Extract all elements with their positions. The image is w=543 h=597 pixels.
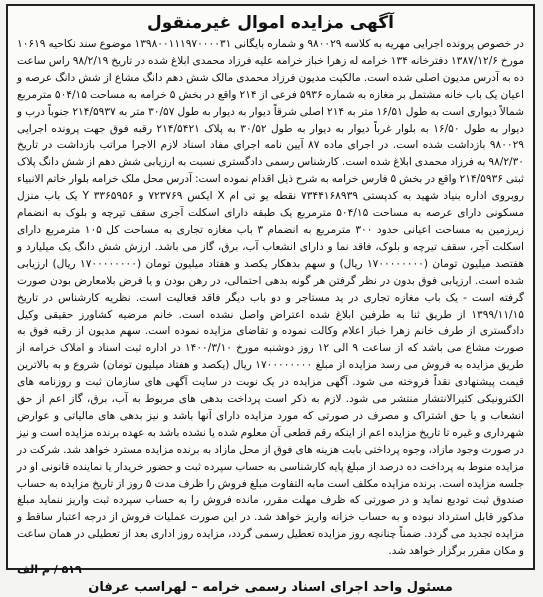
signature-line: مسئول واحد اجرای اسناد رسمی خرامه – لهراسب عرفان xyxy=(88,580,453,596)
notice-body: در خصوص پرونده اجرایی مهریه به کلاسه ۹۸۰۰۲۹ و شماره بایگانی ۱۳۹۸۰۰۱۱۱۹۷۰۰۰۰۳۱ موضوع سند نکاحیه ۱۰۶۱۹ مورخ ۱۳۸۷/۱۲/۶ دفترخانه ۱۳۴ خرامه له زهرا خباز خرامه علیه فرزاد محمدی ابلاغ شده در تاریخ ۹۸/۲/۱۹ راس ساعت ده به آدرس مدیون اصلی شده است. مالکیت مدیون فرزاد محمدی مالک شش دهم دانگ مشاع از شش دانگ عرصه و اعیان یک باب خانه مشتمل بر مغازه به شماره ۵۹۳۶ فرعی از ۲۱۴ واقع در بخش ۵ خرامه به مساحت ۵۰۴/۱۵ مترمربع شمالاً دیواری است به طول ۱۶/۵۱ متر به ۲۱۴ اصلی شرقاً دیوار به دیوار به طول ۳۰/۵۷ متر به ۲۱۴/۵۹۳۷ جنوباً درب و دیوار به طول ۱۶/۵۰ به بلوار غرباً دیوار به دیوار به طول ۳۰/۵۲ به پلاک ۲۱۴/۵۴۲۱ رقبه فوق جهت پرونده اجرایی ۹۸۰۰۲۹ بازداشت شده است. در اجرای ماده ۸۷ آیین نامه اجرای مفاد اسناد لازم الاجرا مراتب بازداشت در تاریخ ۹۸/۲/۳۰ به فرزاد محمدی ابلاغ شده است. کارشناس رسمی دادگستری نسبت به ارزیابی شش دهم از شش دانگ پلاک ثبتی ۲۱۴/۵۹۳۶ واقع در بخش ۵ فارس خرامه به شرح ذیل اقدام نموده است: آدرس محل ملک خرامه بلوار خاتم الانبیاء روبروی اداره بنیاد شهید به کدپستی ۷۳۴۴۱۶۸۹۳۹ نقطه یو تی ام X ایکس ۷۲۳۷۶۹ و Y ۳۳۶۵۹۵۶ یک باب منزل مسکونی دارای عرصه به مساحت ۵۰۴/۱۵ مترمربع یک طبقه دارای اسکلت آجری سقف تیرچه و بلوک به انضمام زیرزمین به مساحت اعیانی حدود ۳۰۰ مترمربع به انضمام ۳ باب مغازه تجاری به مساحت کل ۱۰۵ مترمربع دارای اسکلت آجر، سقف تیرچه و بلوک، فاقد نما و دارای انشعاب آب، برق، گاز می باشد. ارزش شش دانگ یک میلیارد و هفتصد میلیون تومان (۱۷۰۰۰۰۰۰۰۰ ریال) و سهم بدهکار یکصد و هفتاد میلیون تومان (۱۷۰۰۰۰۰۰۰۰ ریال) ارزیابی شده است. ارزیابی فوق بدون در نظر گرفتن هر گونه بدهی احتمالی، در رهن بودن و یا فرض بلامعارض بودن صورت گرفته است - یک باب مغازه تجاری در ید مستاجر و دو باب دیگر فاقد فعالیت است. نظریه کارشناس در تاریخ ۱۳۹۹/۱۱/۱۵ از طریق ثنا به طرفین ابلاغ شده اعتراض واصل نشده است. خانم مرضیه کشاورز حقیقی وکیل دادگستری از طرف خانم زهرا خباز اعلام وکالت نموده و تقاضای مزایده نموده است. سهم مدیون از رقبه فوق به صورت مشاع می باشد که از ساعت ۹ الی ۱۲ روز دوشنبه مورخ ۱۴۰۰/۳/۱۰ در اداره ثبت اسناد و املاک خرامه از طریق مزایده به فروش می رسد مزایده از مبلغ ۱۷۰۰۰۰۰۰۰۰ ریال (یکصد و هفتاد میلیون تومان) شروع و به بالاترین قیمت پیشنهادی نقداً فروخته می شود. آگهی مزایده در یک نوبت در سایت آگهی های سازمان ثبت و روزنامه های الکترونیکی کثیرالانتشار منتشر می شود. لازم به ذکر است پرداخت بدهی های مربوط به آب، برق، گاز اعم از حق انشعاب و یا حق اشتراک و مصرف در صورتی که مورد مزایده دارای آنها باشد و نیز بدهی های مالیاتی و عوارض شهرداری و غیره تا تاریخ مزایده اعم از اینکه رقم قطعی آن معلوم شده یا نشده باشد به عهده برنده مزایده است و نیز در صورت وجود مازاد، وجوه پرداختی بابت هزینه های فوق از محل مازاد به برنده مزایده مسترد خواهد شد. شرکت در مزایده منوط به پرداخت ده درصد از مبلغ پایه کارشناسی به حساب سپرده ثبت و حضور خریدار یا نماینده قانونی او در جلسه مزایده است. برنده مزایده مکلف است مابه التفاوت مبلغ فروش را ظرف مدت ۵ روز از تاریخ مزایده به حساب صندوق ثبت تودیع نماید و در صورتی که ظرف مهلت مقرر، مانده فروش را به حساب سپرده ثبت واریز ننماید مبلغ مذکور قابل استرداد نبوده و به حساب خزانه واریز خواهد شد. در این صورت عملیات فروش از درجه اعتبار ساقط و مزایده تجدید می گردد. ضمناً چنانچه روز مزایده تعطیل رسمی گردد، مزایده روز اداری بعد از تعطیلی در همان ساعت و مکان مقرر برگزار خواهد شد. xyxy=(16,38,525,558)
notice-title: آگهی مزایده اموال غیرمنقول xyxy=(147,13,394,33)
reference-number: ۵۱۹ / م الف xyxy=(17,563,82,577)
auction-notice xyxy=(6,4,535,596)
